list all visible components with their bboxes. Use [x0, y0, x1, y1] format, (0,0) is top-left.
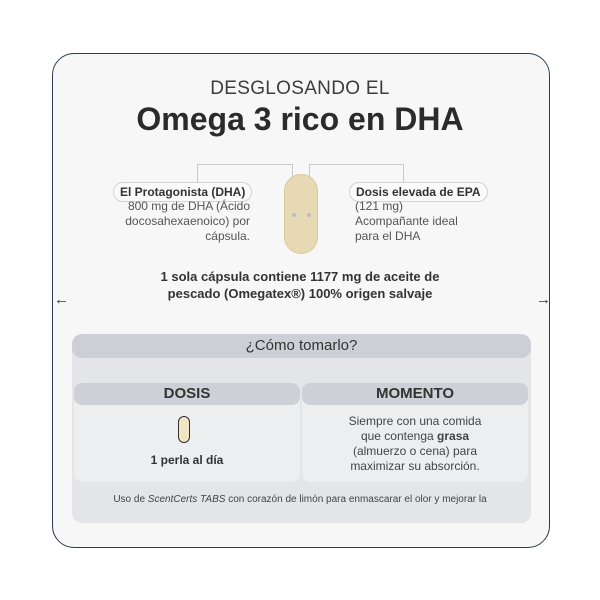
dose-header: DOSIS: [74, 383, 300, 405]
dose-text: 1 perla al día: [150, 453, 224, 467]
footnote: Uso de ScentCerts TABS con corazón de limón para enmascarar el olor y mejorar la: [113, 494, 487, 505]
feature-dha-title: El Protagonista (DHA): [113, 182, 252, 202]
moment-text: Siempre con una comida que contenga grasa (almuerzo o cena) para maximizar su absorción.: [348, 414, 482, 473]
arrow-left-icon[interactable]: ←: [54, 291, 69, 308]
feature-epa-title: Dosis elevada de EPA: [349, 182, 488, 202]
feature-dha-text: 800 mg de DHA (Ácido docosahexaenoico) por cápsula.: [125, 199, 250, 243]
capsule-marker: [292, 213, 296, 217]
capsule-marker: [307, 213, 311, 217]
softgel-icon: [178, 416, 190, 443]
how-to-title: ¿Cómo tomarlo?: [72, 334, 531, 358]
arrow-right-icon[interactable]: →: [536, 291, 551, 308]
connector-line: [403, 164, 404, 182]
summary-text: 1 sola cápsula contiene 1177 mg de aceite de pescado (Omegatex®) 100% origen salvaje: [160, 269, 440, 301]
connector-line: [197, 164, 292, 165]
moment-header: MOMENTO: [302, 383, 528, 405]
capsule-icon: [284, 174, 318, 254]
feature-epa-text: (121 mg) Acompañante ideal para el DHA: [355, 199, 458, 243]
connector-line: [309, 164, 404, 165]
page-kicker: DESGLOSANDO EL: [210, 78, 390, 99]
page-title: Omega 3 rico en DHA: [136, 101, 464, 137]
connector-line: [197, 164, 198, 182]
